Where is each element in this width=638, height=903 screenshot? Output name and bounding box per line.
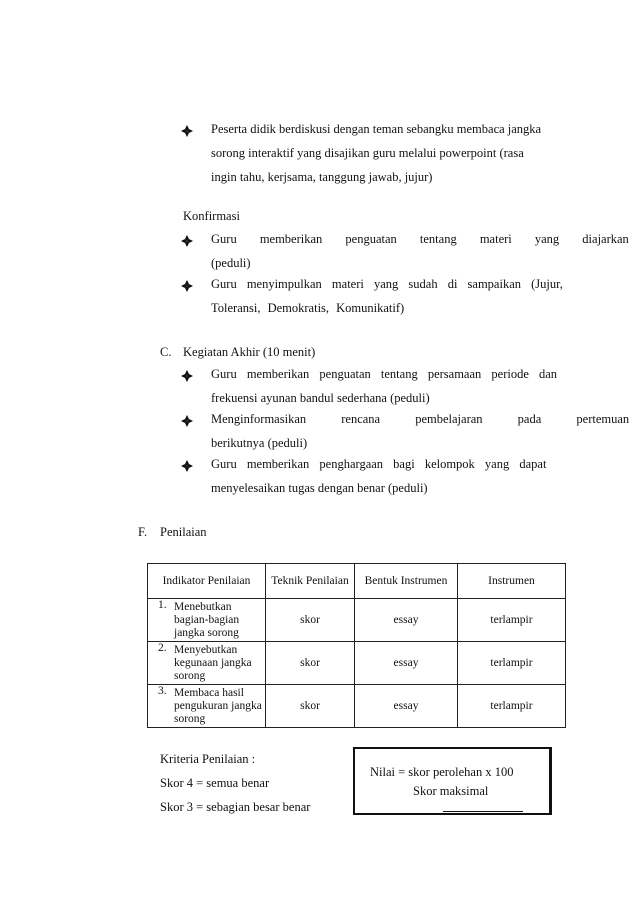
fraction-line — [443, 811, 523, 812]
diamond-bullet-icon — [181, 235, 193, 247]
section-c-item3-line1: Guru memberikan penghargaan bagi kelompok yang dapat — [211, 457, 547, 471]
row-number: 3. — [158, 685, 167, 697]
cell-indikator — [148, 642, 266, 685]
cell-bentuk: essay — [355, 685, 458, 728]
kriteria-skor3: Skor 3 = sebagian besar benar — [160, 800, 311, 814]
bullet-penguatan-line2: (peduli) — [211, 256, 251, 270]
bullet-diskusi-line3: ingin tahu, kerjsama, tanggung jawab, jujur) — [211, 170, 433, 184]
bullet-menyimpulkan-line2: Toleransi, Demokratis, Komunikatif) — [211, 301, 405, 315]
cell-instrumen: terlampir — [458, 642, 566, 685]
cell-bentuk: essay — [355, 599, 458, 642]
section-c-title: Kegiatan Akhir (10 menit) — [183, 345, 316, 359]
row-number: 2. — [158, 642, 167, 654]
cell-indikator — [148, 685, 266, 728]
indikator-text: Menebutkan bagian-bagian jangka sorong — [174, 600, 240, 639]
table-header-row — [148, 564, 566, 599]
header-instrumen: Instrumen — [458, 564, 566, 599]
bullet-penguatan-line1: Guru memberikan penguatan tentang materi yang diajarkan — [211, 232, 629, 246]
section-f-title: Penilaian — [160, 525, 207, 539]
table-row — [148, 599, 566, 642]
formula-line2: Skor maksimal — [413, 784, 489, 798]
konfirmasi-heading: Konfirmasi — [183, 209, 240, 223]
diamond-bullet-icon — [181, 125, 193, 137]
diamond-bullet-icon — [181, 415, 193, 427]
cell-indikator — [148, 599, 266, 642]
bullet-diskusi-line1 — [211, 122, 563, 137]
bullet-diskusi-line2: sorong interaktif yang disajikan guru melalui powerpoint (rasa — [211, 146, 524, 160]
section-f-letter: F. — [138, 525, 148, 539]
diamond-bullet-icon — [181, 460, 193, 472]
indikator-text: Membaca hasil pengukuran jangka sorong — [174, 686, 262, 725]
section-c-item2-line1: Menginformasikan rencana pembelajaran pada pertemuan — [211, 412, 630, 426]
section-c-item2-line2: berikutnya (peduli) — [211, 436, 308, 450]
section-c-item1-line2: frekuensi ayunan bandul sederhana (peduli) — [211, 391, 430, 405]
section-c-item1-line1: Guru memberikan penguatan tentang persamaan periode dan — [211, 367, 558, 381]
row-number: 1. — [158, 599, 167, 611]
text-line: Peserta didik berdiskusi dengan teman sebangku membaca jangka — [211, 122, 542, 136]
cell-teknik: skor — [266, 685, 355, 728]
header-teknik: Teknik Penilaian — [266, 564, 355, 599]
table-row — [148, 642, 566, 685]
cell-teknik: skor — [266, 599, 355, 642]
section-c-letter: C. — [160, 345, 172, 359]
section-c-item3-line2: menyelesaikan tugas dengan benar (peduli) — [211, 481, 428, 495]
diamond-bullet-icon — [181, 370, 193, 382]
table-row — [148, 685, 566, 728]
header-bentuk: Bentuk Instrumen — [355, 564, 458, 599]
bullet-menyimpulkan-line1: Guru menyimpulkan materi yang sudah di sampaikan (Jujur, — [211, 277, 563, 291]
cell-instrumen: terlampir — [458, 599, 566, 642]
formula-box — [353, 747, 552, 815]
diamond-bullet-icon — [181, 280, 193, 292]
cell-instrumen: terlampir — [458, 685, 566, 728]
cell-teknik: skor — [266, 642, 355, 685]
header-indikator: Indikator Penilaian — [148, 564, 266, 599]
kriteria-title: Kriteria Penilaian : — [160, 752, 256, 766]
formula-line1: Nilai = skor perolehan x 100 — [370, 765, 514, 779]
penilaian-table — [147, 563, 566, 728]
indikator-text: Menyebutkan kegunaan jangka sorong — [174, 643, 252, 682]
kriteria-skor4: Skor 4 = semua benar — [160, 776, 270, 790]
cell-bentuk: essay — [355, 642, 458, 685]
